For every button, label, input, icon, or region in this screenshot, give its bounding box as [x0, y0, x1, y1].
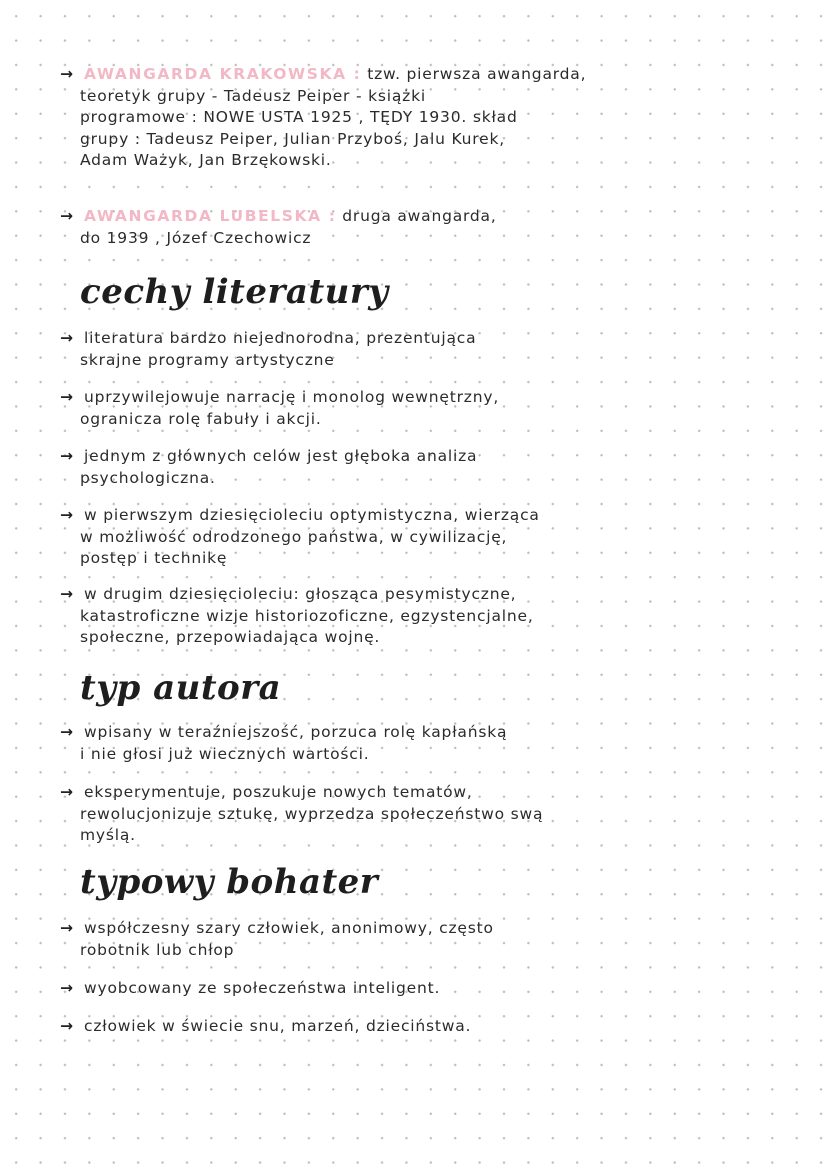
arrow-icon: → — [60, 388, 74, 406]
entry-text: tzw. pierwsza awangarda, — [367, 65, 587, 83]
list-item — [60, 505, 750, 570]
arrow-icon: → — [60, 585, 74, 603]
entry-line: rewolucjonizuje sztukę, wyprzedza społeczeństwo swą — [80, 804, 544, 823]
entry-line — [60, 918, 750, 940]
entry-text: uprzywilejowuje narrację i monolog wewnętrzny, — [84, 388, 500, 406]
entry-text: eksperymentuje, poszukuje nowych tematów, — [84, 783, 473, 801]
list-item — [60, 328, 750, 371]
entry-line: programowe : NOWE USTA 1925 , TĘDY 1930. skład — [80, 108, 518, 126]
entry-line — [60, 782, 750, 804]
entry-label: AWANGARDA LUBELSKA : — [84, 207, 337, 225]
entry-text: wpisany w teraźniejszość, porzuca rolę kapłańską — [84, 723, 508, 741]
entry-line: teoretyk grupy - Tadeusz Peiper - książki — [80, 86, 426, 105]
entry-line — [60, 64, 750, 86]
entry-awangarda-krakowska — [60, 64, 750, 172]
entry-line: do 1939 , Józef Czechowicz — [80, 228, 312, 247]
entry-line: grupy : Tadeusz Peiper, Julian Przyboś, Jalu Kurek, — [80, 129, 505, 148]
entry-line — [60, 206, 750, 228]
list-item — [60, 722, 750, 765]
arrow-icon: → — [60, 783, 74, 801]
entry-text: jednym z głównych celów jest głęboka analiza — [84, 447, 478, 465]
entry-line: robotnik lub chłop — [80, 940, 235, 959]
entry-line: myślą. — [80, 826, 136, 844]
entry-line: i nie głosi już wiecznych wartości. — [80, 744, 370, 763]
arrow-icon: → — [60, 919, 74, 937]
heading-typ-autora: typ autora — [80, 668, 282, 708]
entry-line: ogranicza rolę fabuły i akcji. — [80, 409, 322, 428]
arrow-icon: → — [60, 1017, 74, 1035]
arrow-icon: → — [60, 723, 74, 741]
entry-line: skrajne programy artystyczne — [80, 350, 335, 369]
entry-line: Adam Ważyk, Jan Brzękowski. — [80, 151, 332, 169]
entry-text: druga awangarda, — [342, 207, 497, 225]
entry-line — [60, 446, 750, 468]
arrow-icon: → — [60, 447, 74, 465]
entry-line: w możliwość odrodzonego państwa, w cywilizację, — [80, 527, 508, 546]
entry-line: postęp i technikę — [80, 549, 228, 567]
entry-line — [60, 1016, 750, 1038]
entry-text: wyobcowany ze społeczeństwa inteligent. — [84, 979, 441, 997]
arrow-icon: → — [60, 979, 74, 997]
list-item — [60, 782, 750, 847]
entry-line — [60, 328, 750, 350]
list-item — [60, 387, 750, 430]
entry-label: AWANGARDA KRAKOWSKA : — [84, 65, 362, 83]
entry-line: społeczne, przepowiadająca wojnę. — [80, 628, 381, 646]
entry-text: literatura bardzo niejednorodna, prezentująca — [84, 329, 477, 347]
heading-cechy-literatury: cechy literatury — [80, 272, 389, 312]
list-item — [60, 1016, 750, 1038]
arrow-icon: → — [60, 207, 74, 225]
arrow-icon: → — [60, 506, 74, 524]
entry-awangarda-lubelska — [60, 206, 750, 249]
entry-text: współczesny szary człowiek, anonimowy, często — [84, 919, 494, 937]
entry-line — [60, 505, 750, 527]
entry-line — [60, 722, 750, 744]
list-item — [60, 918, 750, 961]
entry-text: człowiek w świecie snu, marzeń, dzieciństwa. — [84, 1017, 472, 1035]
heading-typowy-bohater: typowy bohater — [80, 862, 379, 902]
arrow-icon: → — [60, 329, 74, 347]
entry-line: psychologiczna. — [80, 468, 216, 487]
entry-line: katastroficzne wizje historiozoficzne, egzystencjalne, — [80, 606, 534, 625]
entry-line — [60, 978, 750, 1000]
entry-text: w pierwszym dziesięcioleciu optymistyczna, wierząca — [84, 506, 540, 524]
entry-line — [60, 584, 750, 606]
arrow-icon: → — [60, 65, 74, 83]
list-item — [60, 584, 750, 649]
list-item — [60, 446, 750, 489]
list-item — [60, 978, 750, 1000]
entry-text: w drugim dziesięcioleciu: głosząca pesymistyczne, — [84, 585, 517, 603]
entry-line — [60, 387, 750, 409]
